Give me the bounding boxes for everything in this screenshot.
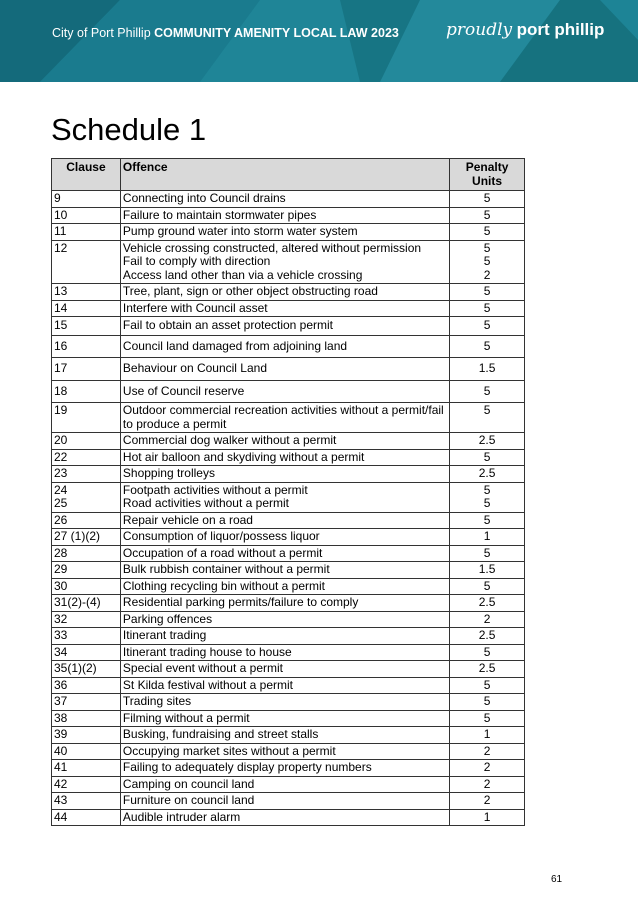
offence-cell-line: Footpath activities without a permit — [122, 482, 308, 497]
clause-cell — [52, 482, 121, 512]
offence-cell — [120, 224, 449, 241]
penalty-cell-line: 2 — [483, 776, 491, 791]
penalty-cell — [450, 317, 525, 336]
table-row — [52, 317, 525, 336]
offence-cell-line: Fail to comply with direction — [122, 254, 271, 268]
penalty-cell — [450, 760, 525, 777]
clause-cell — [52, 466, 121, 483]
clause-cell-line: 25 — [54, 496, 68, 510]
penalty-cell-line: 5 — [483, 512, 491, 527]
penalty-cell — [450, 403, 525, 433]
clause-cell — [52, 727, 121, 744]
penalty-cell-line: 1.5 — [478, 562, 496, 576]
offence-cell-line: Access land other than via a vehicle crossing — [122, 267, 363, 282]
penalty-cell-line: 5 — [483, 240, 491, 255]
offence-cell-line: Interfere with Council asset — [122, 300, 268, 315]
offence-cell-line: Hot air balloon and skydiving without a permit — [122, 449, 365, 464]
penalty-cell-line: 5 — [483, 545, 491, 560]
penalty-cell — [450, 595, 525, 612]
clause-cell-line: 18 — [54, 383, 68, 398]
penalty-cell — [450, 809, 525, 826]
penalty-cell — [450, 512, 525, 529]
table-row — [52, 466, 525, 483]
penalty-cell — [450, 661, 525, 678]
offence-cell-line: Parking offences — [122, 611, 213, 626]
banner-law-title: COMMUNITY AMENITY LOCAL LAW 2023 — [154, 26, 399, 40]
offence-cell — [120, 403, 449, 433]
offence-cell — [120, 545, 449, 562]
offence-cell-line: Failure to maintain stormwater pipes — [122, 207, 317, 222]
offence-cell — [120, 727, 449, 744]
clause-cell-line: 37 — [54, 694, 68, 708]
penalty-cell-line: 2.5 — [478, 661, 496, 675]
offence-cell — [120, 380, 449, 403]
penalty-cell-line: 5 — [483, 224, 491, 238]
clause-cell — [52, 300, 121, 317]
clause-cell — [52, 578, 121, 595]
clause-cell-line: 10 — [54, 207, 68, 222]
table-row — [52, 661, 525, 678]
clause-cell-line: 11 — [54, 224, 67, 238]
clause-cell — [52, 644, 121, 661]
penalty-cell-line: 5 — [483, 644, 491, 659]
penalty-cell-line: 5 — [483, 482, 491, 497]
clause-cell — [52, 743, 121, 760]
penalty-cell — [450, 743, 525, 760]
clause-cell — [52, 512, 121, 529]
clause-cell-line: 20 — [54, 433, 68, 447]
clause-cell — [52, 529, 121, 546]
clause-cell-line: 33 — [54, 628, 68, 642]
offence-cell-line: Failing to adequately display property numbers — [122, 760, 372, 774]
offence-cell — [120, 578, 449, 595]
penalty-cell-line: 5 — [483, 254, 491, 268]
offence-cell-line: Occupying market sites without a permit — [122, 743, 336, 758]
penalty-cell-line: 5 — [483, 207, 491, 222]
clause-cell — [52, 628, 121, 645]
clause-cell-line: 24 — [54, 482, 68, 497]
offence-cell — [120, 793, 449, 810]
penalty-schedule-table — [51, 158, 525, 826]
offence-cell — [120, 743, 449, 760]
clause-cell-line: 19 — [54, 403, 68, 417]
clause-cell-line: 44 — [54, 809, 68, 824]
offence-cell — [120, 433, 449, 450]
offence-cell — [120, 710, 449, 727]
offence-cell-line: Connecting into Council drains — [122, 191, 286, 205]
offence-cell-line: Special event without a permit — [122, 661, 283, 675]
offence-cell — [120, 482, 449, 512]
offence-cell — [120, 694, 449, 711]
table-row — [52, 191, 525, 208]
offence-cell-line: Camping on council land — [122, 776, 255, 791]
offence-cell-line: St Kilda festival without a permit — [122, 677, 293, 692]
table-row — [52, 403, 525, 433]
table-row — [52, 776, 525, 793]
offence-cell-line: Commercial dog walker without a permit — [122, 433, 337, 447]
clause-cell — [52, 317, 121, 336]
clause-cell — [52, 694, 121, 711]
penalty-cell — [450, 380, 525, 403]
clause-cell — [52, 760, 121, 777]
offence-cell-line: Residential parking permits/failure to comply — [122, 595, 359, 609]
penalty-cell — [450, 284, 525, 301]
clause-cell-line: 15 — [54, 318, 68, 332]
penalty-cell-line: 5 — [483, 403, 491, 417]
offence-cell — [120, 661, 449, 678]
penalty-cell — [450, 433, 525, 450]
clause-cell — [52, 793, 121, 810]
table-row — [52, 743, 525, 760]
page-title: Schedule 1 — [51, 112, 207, 147]
clause-cell-line: 22 — [54, 449, 68, 464]
brand-logo-script: proudly — [446, 20, 513, 40]
offence-cell — [120, 191, 449, 208]
offence-cell-line: Repair vehicle on a road — [122, 512, 253, 527]
offence-cell-line: Filming without a permit — [122, 710, 250, 725]
penalty-cell — [450, 545, 525, 562]
clause-cell — [52, 358, 121, 381]
penalty-cell-line: 5 — [483, 338, 491, 353]
offence-cell-line: Pump ground water into storm water system — [122, 224, 358, 238]
column-header-penalty — [450, 159, 525, 191]
penalty-cell — [450, 207, 525, 224]
penalty-cell-line: 5 — [483, 318, 491, 332]
penalty-cell-line: 2.5 — [478, 595, 496, 609]
table-row — [52, 760, 525, 777]
penalty-cell-line: 5 — [483, 496, 491, 510]
clause-cell-line: 42 — [54, 776, 68, 791]
table-row — [52, 335, 525, 358]
clause-cell-line: 30 — [54, 578, 68, 593]
offence-cell — [120, 512, 449, 529]
offence-cell — [120, 562, 449, 579]
offence-cell-line: Consumption of liquor/possess liquor — [122, 529, 320, 543]
penalty-cell — [450, 466, 525, 483]
clause-cell — [52, 661, 121, 678]
penalty-cell — [450, 224, 525, 241]
offence-cell-line: Shopping trolleys — [122, 466, 215, 480]
clause-cell — [52, 809, 121, 826]
clause-cell-line: 31(2)-(4) — [54, 595, 101, 609]
clause-cell — [52, 677, 121, 694]
penalty-cell — [450, 562, 525, 579]
penalty-cell-line: 1 — [483, 727, 491, 741]
clause-cell-line: 26 — [54, 512, 68, 527]
table-row — [52, 433, 525, 450]
clause-cell — [52, 380, 121, 403]
table-row — [52, 793, 525, 810]
offence-cell — [120, 335, 449, 358]
offence-cell-line: to produce a permit — [122, 416, 227, 431]
penalty-cell-line: 2 — [483, 611, 491, 626]
penalty-cell-line: 2 — [483, 793, 491, 807]
offence-cell-line: Itinerant trading — [122, 628, 207, 642]
offence-cell — [120, 644, 449, 661]
clause-cell — [52, 224, 121, 241]
table-row — [52, 224, 525, 241]
offence-cell-line: Trading sites — [122, 694, 192, 708]
offence-cell-line: Use of Council reserve — [122, 383, 245, 398]
table-row — [52, 710, 525, 727]
offence-cell — [120, 611, 449, 628]
clause-cell — [52, 776, 121, 793]
penalty-cell — [450, 727, 525, 744]
clause-cell-line: 32 — [54, 611, 68, 626]
clause-cell-line: 28 — [54, 545, 68, 560]
clause-cell — [52, 595, 121, 612]
clause-cell — [52, 335, 121, 358]
offence-cell — [120, 677, 449, 694]
offence-cell-line: Behaviour on Council Land — [122, 361, 268, 375]
table-row — [52, 545, 525, 562]
penalty-cell-line: 5 — [483, 284, 491, 298]
offence-cell — [120, 529, 449, 546]
penalty-cell-line: 2.5 — [478, 433, 496, 447]
penalty-cell-line: 2.5 — [478, 466, 496, 480]
table-row — [52, 644, 525, 661]
table-row — [52, 694, 525, 711]
table-row — [52, 611, 525, 628]
offence-cell-line: Vehicle crossing constructed, altered without permission — [122, 240, 422, 255]
penalty-cell-line: 2 — [483, 743, 491, 758]
offence-cell — [120, 776, 449, 793]
table-row — [52, 482, 525, 512]
offence-cell — [120, 284, 449, 301]
penalty-cell — [450, 644, 525, 661]
offence-cell-line: Outdoor commercial recreation activities without a permit/fail — [122, 403, 444, 417]
column-header-penalty-line1: Penalty — [465, 160, 509, 174]
penalty-cell — [450, 529, 525, 546]
clause-cell-line: 36 — [54, 677, 68, 692]
offence-cell — [120, 628, 449, 645]
clause-cell-line: 12 — [54, 240, 68, 255]
table-row — [52, 512, 525, 529]
penalty-cell-line: 5 — [483, 677, 491, 692]
header-banner — [0, 0, 638, 82]
offence-cell-line: Fail to obtain an asset protection permit — [122, 318, 334, 332]
penalty-cell-line: 5 — [483, 449, 491, 464]
penalty-cell-line: 2 — [483, 267, 491, 282]
clause-cell-line: 40 — [54, 743, 68, 758]
clause-cell-line: 13 — [54, 284, 68, 298]
penalty-cell — [450, 578, 525, 595]
offence-cell-line: Audible intruder alarm — [122, 809, 241, 824]
penalty-cell-line: 2.5 — [478, 628, 496, 642]
offence-cell — [120, 358, 449, 381]
table-header-row — [52, 159, 525, 191]
table-row — [52, 677, 525, 694]
clause-cell — [52, 284, 121, 301]
penalty-cell — [450, 628, 525, 645]
offence-cell — [120, 207, 449, 224]
table-row — [52, 809, 525, 826]
table-row — [52, 628, 525, 645]
clause-cell — [52, 240, 121, 284]
offence-cell — [120, 240, 449, 284]
offence-cell-line: Council land damaged from adjoining land — [122, 338, 348, 353]
penalty-cell — [450, 191, 525, 208]
brand-logo — [446, 20, 604, 40]
clause-cell — [52, 191, 121, 208]
offence-cell — [120, 760, 449, 777]
offence-cell-line: Clothing recycling bin without a permit — [122, 578, 326, 593]
offence-cell — [120, 317, 449, 336]
offence-cell — [120, 449, 449, 466]
table-row — [52, 240, 525, 284]
clause-cell — [52, 545, 121, 562]
clause-cell-line: 9 — [54, 191, 61, 205]
table-row — [52, 380, 525, 403]
penalty-cell-line: 1 — [483, 529, 491, 543]
column-header-clause: Clause — [52, 159, 121, 191]
clause-cell-line: 27 (1)(2) — [54, 529, 101, 543]
banner-title — [52, 26, 399, 40]
clause-cell — [52, 449, 121, 466]
offence-cell — [120, 595, 449, 612]
banner-org: City of Port Phillip — [52, 26, 151, 40]
clause-cell-line: 16 — [54, 338, 68, 353]
offence-cell-line: Itinerant trading house to house — [122, 644, 292, 659]
clause-cell — [52, 207, 121, 224]
penalty-cell — [450, 611, 525, 628]
penalty-cell — [450, 449, 525, 466]
offence-cell-line: Busking, fundraising and street stalls — [122, 727, 319, 741]
clause-cell — [52, 433, 121, 450]
clause-cell-line: 38 — [54, 710, 68, 725]
offence-cell-line: Road activities without a permit — [122, 496, 289, 510]
clause-cell — [52, 403, 121, 433]
clause-cell-line: 35(1)(2) — [54, 661, 97, 675]
offence-cell — [120, 809, 449, 826]
table-row — [52, 727, 525, 744]
table-row — [52, 449, 525, 466]
offence-cell-line: Furniture on council land — [122, 793, 255, 807]
penalty-cell — [450, 358, 525, 381]
clause-cell-line: 43 — [54, 793, 68, 807]
penalty-cell-line: 2 — [483, 760, 491, 774]
penalty-cell — [450, 710, 525, 727]
offence-cell — [120, 300, 449, 317]
table-row — [52, 358, 525, 381]
clause-cell — [52, 611, 121, 628]
table-row — [52, 562, 525, 579]
penalty-cell — [450, 335, 525, 358]
penalty-cell — [450, 240, 525, 284]
table-row — [52, 207, 525, 224]
clause-cell-line: 14 — [54, 300, 68, 315]
penalty-cell-line: 1 — [483, 809, 491, 824]
clause-cell-line: 29 — [54, 562, 68, 576]
clause-cell-line: 34 — [54, 644, 68, 659]
penalty-cell-line: 1.5 — [478, 361, 496, 375]
penalty-cell — [450, 482, 525, 512]
clause-cell — [52, 710, 121, 727]
page-number: 61 — [551, 874, 563, 885]
table-row — [52, 300, 525, 317]
table-row — [52, 529, 525, 546]
column-header-penalty-line2: Units — [472, 173, 503, 188]
penalty-cell-line: 5 — [483, 383, 491, 398]
penalty-cell — [450, 694, 525, 711]
penalty-cell-line: 5 — [483, 300, 491, 315]
clause-cell-line: 23 — [54, 466, 68, 480]
offence-cell-line: Occupation of a road without a permit — [122, 545, 323, 560]
penalty-cell-line: 5 — [483, 694, 491, 708]
offence-cell — [120, 466, 449, 483]
penalty-cell — [450, 793, 525, 810]
penalty-cell — [450, 677, 525, 694]
clause-cell-line: 39 — [54, 727, 68, 741]
column-header-offence: Offence — [120, 159, 449, 191]
penalty-cell — [450, 300, 525, 317]
table-row — [52, 578, 525, 595]
penalty-cell-line: 5 — [483, 710, 491, 725]
clause-cell-line: 17 — [54, 361, 68, 375]
offence-cell-line: Bulk rubbish container without a permit — [122, 562, 330, 576]
banner-pattern — [0, 0, 638, 82]
penalty-cell-line: 5 — [483, 578, 491, 593]
clause-cell — [52, 562, 121, 579]
penalty-cell-line: 5 — [483, 191, 491, 205]
penalty-cell — [450, 776, 525, 793]
offence-cell-line: Tree, plant, sign or other object obstructing road — [122, 284, 378, 298]
table-row — [52, 595, 525, 612]
table-body — [52, 191, 525, 826]
clause-cell-line: 41 — [54, 760, 68, 774]
brand-logo-bold: port phillip — [516, 20, 605, 39]
table-row — [52, 284, 525, 301]
